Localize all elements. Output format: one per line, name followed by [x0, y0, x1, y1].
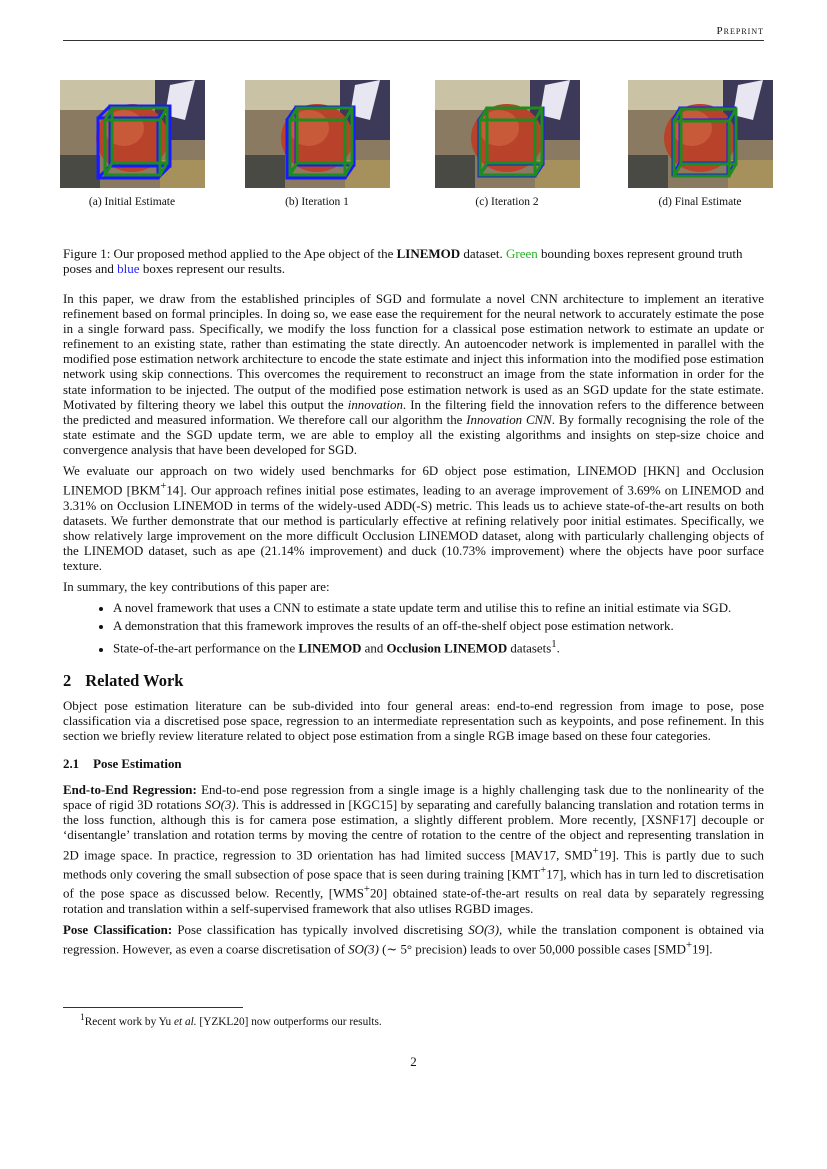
list-item: • A novel framework that uses a CNN to estimate a state update term and utilise this to refine an initial estimate via SGD.	[113, 601, 764, 616]
subfigure-iteration-1	[237, 80, 397, 208]
subfigure-iteration-2	[427, 80, 587, 208]
footnote-rule	[63, 1007, 243, 1008]
pose-image-final	[628, 80, 773, 188]
pose-image-iteration-1	[245, 80, 390, 188]
contributions-list	[63, 601, 764, 657]
paragraph: Pose Classification: Pose classification has typically involved discretising SO(3), while the translation component is obtained via regression. However, as even a coarse discretisation of SO(3) (∼ 5° precision) leads to over 50,000 possible cases [SMD+19].	[63, 922, 764, 957]
section-heading: 2 Related Work	[63, 670, 184, 690]
footnote: $^1$Recent work by Yu et al. [YZKL20] now outperforms our results.	[80, 1013, 382, 1028]
paragraph: Object pose estimation literature can be sub-divided into four general areas: end-to-end regression from image to pose, pose classification via a discretised pose space, regression to an intermediate representation such as keypoints, and pose refinement. In this section we briefly review literature related to object pose estimation from a single RGB image based on these four categories.	[63, 698, 764, 743]
page-number: 2	[410, 1054, 417, 1069]
paragraph: End-to-End Regression: End-to-end pose regression from a single image is a highly challenging task due to the nonlinearity of the space of rigid 3D rotations SO(3). This is addressed in [KGC15] by separating and carefully balancing translation and rotation terms in the loss function, although this is for camera pose estimation, a slightly different problem. More recently, [XSNF17] decouple or ‘disentangle’ translation and rotation terms by moving the centre of rotation to the centre of the object and representing translation in 2D image space. In practice, regression to 3D orientation has had limited success [MAV17, SMD+19]. This is partly due to such methods only covering the small subsection of pose space that is seen during training [KMT+17], which has in turn led to discretisation of the pose space as discussed below. Recently, [WMS+20] obtained state-of-the-art results on real data by separately regressing rotation and translation within a self-supervised framework that also utlises RGBD images.	[63, 783, 764, 916]
subfigure-caption: (c) Iteration 2	[475, 196, 539, 208]
subfigure-initial-estimate	[52, 80, 212, 208]
header-rule	[63, 40, 764, 41]
pose-image-iteration-2	[435, 80, 580, 188]
paragraph: In this paper, we draw from the established principles of SGD and formulate a novel CNN architecture to implement an iterative refinement based on formal principles. In doing so, we ease ease the requirement for the neural network to accurately estimate the pose in a single forward pass. Specifically, we modify the loss function for a classical pose estimation network to estimate an update or refinement to an existing state, rather than estimating the state directly. An autoencoder network is implemented in parallel with the modified pose estimation network architecture to encode the state estimate and inject this information into the modified pose estimation network using skip connections. This overcomes the requirement to reconstruct an image from the state information in order for the state information to be injected. The output of the modified pose estimation network is used as an SGD update for the state estimate. Motivated by filtering theory we label this output the innovation. In the filtering field the innovation refers to the difference between the predicted and measured information. We therefore call our algorithm the Innovation CNN. By formally recognising the role of the state estimate and the SGD update term, we are able to employ all the existing algorithms and insights on step-size choice and convergence analysis that have been developed for SGD.	[63, 292, 764, 457]
list-item: • State-of-the-art performance on the LINEMOD and Occlusion LINEMOD datasets$^1$.	[113, 637, 764, 656]
subfigure-caption: (a) Initial Estimate	[88, 196, 176, 208]
subfigure-final-estimate	[620, 80, 780, 208]
figure-1	[52, 80, 772, 230]
pose-image-initial	[60, 80, 205, 188]
running-header: Preprint	[716, 25, 764, 37]
list-item: • A demonstration that this framework improves the results of an off-the-shelf object pose estimation network.	[113, 619, 764, 634]
footnote-ref[interactable]: 1	[551, 638, 557, 651]
subfigure-caption: (d) Final Estimate	[658, 196, 742, 208]
body-text	[63, 292, 764, 963]
subsection-heading: 2.1 Pose Estimation	[63, 757, 182, 772]
paragraph: We evaluate our approach on two widely used benchmarks for 6D object pose estimation, LINEMOD [HKN] and Occlusion LINEMOD [BKM+14]. Our approach refines initial pose estimates, leading to an average improvement of 3.69% on LINEMOD and 3.31% on Occlusion LINEMOD in terms of the widely-used ADD(-S) metric. This leads us to achieve state-of-the-art results on both datasets. We further demonstrate that our method is particularly effective at refining relatively poor initial estimates. Specifically, we show relatively large improvement on the more difficult Occlusion LINEMOD dataset, along with particularly challenging objects of the LINEMOD dataset, such as ape (21.14% improvement) and duck (10.73% improvement) where the objects have poor surface texture.	[63, 464, 764, 573]
paragraph: In summary, the key contributions of this paper are:	[63, 579, 330, 594]
figure-caption: Figure 1: Our proposed method applied to the Ape object of the LINEMOD dataset. Green bounding boxes represent ground truth poses and blue boxes represent our results.	[63, 246, 743, 276]
subfigure-caption: (b) Iteration 1	[285, 196, 349, 208]
